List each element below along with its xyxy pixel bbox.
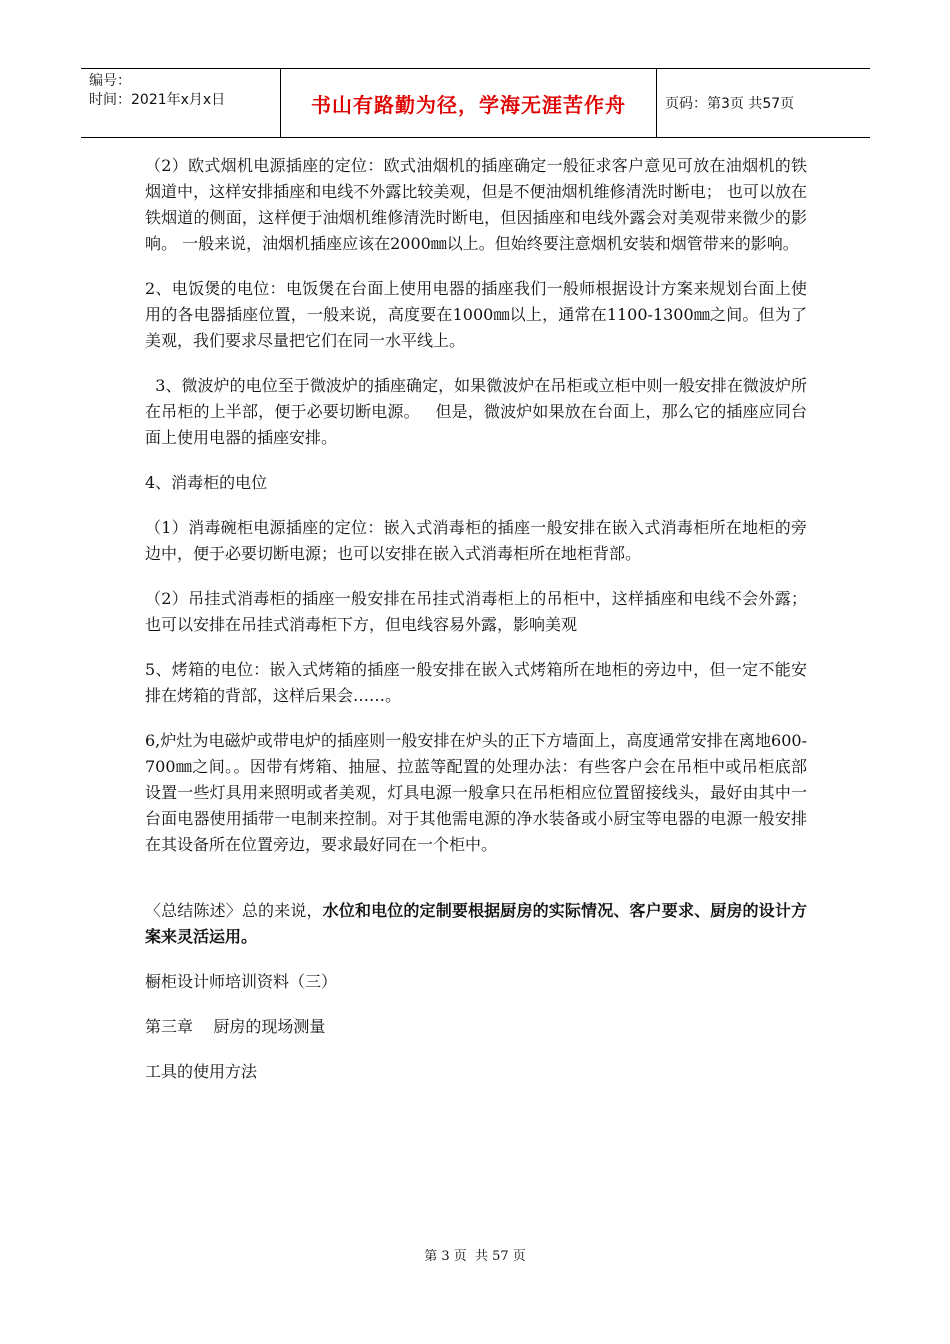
header-meta (81, 69, 281, 137)
header-page-info: 页码：第3页 共57页 (665, 96, 795, 112)
header-time-label: 时间：2021年x月x日 (89, 92, 226, 108)
header-motto: 书山有路勤为径，学海无涯苦作舟 (281, 69, 657, 137)
chapter-title: 第三章 厨房的现场测量 (145, 1017, 326, 1036)
paragraph-stove: 6,炉灶为电磁炉或带电炉的插座则一般安排在炉头的正下方墙面上，高度通常安排在离地600-700㎜之间。。因带有烤箱、抽屉、拉蓝等配置的处理办法：有些客户会在吊柜中或吊柜底部设置一些灯具用来照明或者美观，灯具电源一般拿只在吊柜相应位置留接线头，最好由其中一台面电器使用插带一电制来控制。对于其他需电源的净水装备或小厨宝等电器的电源一般安排在其设备所在位置旁边，要求最好同在一个柜中。 (145, 731, 807, 854)
header-number-label: 编号： (89, 73, 131, 89)
paragraph-oven: 5、烤箱的电位：嵌入式烤箱的插座一般安排在嵌入式烤箱所在地柜的旁边中，但一定不能安排在烤箱的背部，这样后果会……。 (145, 660, 807, 705)
footer-page-label: 第 3 页 (424, 1249, 467, 1264)
paragraph-microwave: 3、微波炉的电位至于微波炉的插座确定，如果微波炉在吊柜或立柜中则一般安排在微波炉所在吊柜的上半部，便于必要切断电源。 但是，微波炉如果放在台面上，那么它的插座应同台面上使用电器的插座安排。 (145, 376, 807, 447)
summary-prefix: 〈总结陈述〉总的来说， (145, 901, 323, 920)
paragraph-disinfection-embedded: （1）消毒碗柜电源插座的定位：嵌入式消毒柜的插座一般安排在嵌入式消毒柜所在地柜的旁边中，便于必要切断电源；也可以安排在嵌入式消毒柜所在地柜背部。 (145, 518, 807, 563)
training-material-title: 橱柜设计师培训资料（三） (145, 972, 338, 991)
summary-bold-text: 水位和电位的定制要根据厨房的实际情况、客户要求、厨房的设计方案来灵活运用。 (145, 901, 807, 946)
paragraph-disinfection-hanging: （2）吊挂式消毒柜的插座一般安排在吊挂式消毒柜上的吊柜中，这样插座和电线不会外露；也可以安排在吊挂式消毒柜下方，但电线容易外露，影响美观 (145, 589, 807, 634)
page-footer (0, 1245, 950, 1264)
section-title: 工具的使用方法 (145, 1062, 258, 1081)
document-body (145, 153, 807, 1104)
paragraph-range-hood: （2）欧式烟机电源插座的定位：欧式油烟机的插座确定一般征求客户意见可放在油烟机的铁烟道中，这样安排插座和电线不外露比较美观，但是不便油烟机维修清洗时断电； 也可以放在铁烟道的侧面，这样便于油烟机维修清洗时断电，但因插座和电线外露会对美观带来微少的影响。 一般来说，油烟机插座应该在2000㎜以上。但始终要注意烟机安装和烟管带来的影响。 (145, 156, 807, 253)
paragraph-summary (145, 898, 807, 950)
page-header (81, 68, 870, 138)
paragraph-rice-cooker: 2、电饭煲的电位：电饭煲在台面上使用电器的插座我们一般师根据设计方案来规划台面上使用的各电器插座位置，一般来说，高度要在1000㎜以上，通常在1100-1300㎜之间。但为了美观，我们要求尽量把它们在同一水平线上。 (145, 279, 807, 350)
paragraph-disinfection-heading: 4、消毒柜的电位 (145, 473, 268, 492)
footer-total-label: 共 57 页 (474, 1249, 526, 1264)
